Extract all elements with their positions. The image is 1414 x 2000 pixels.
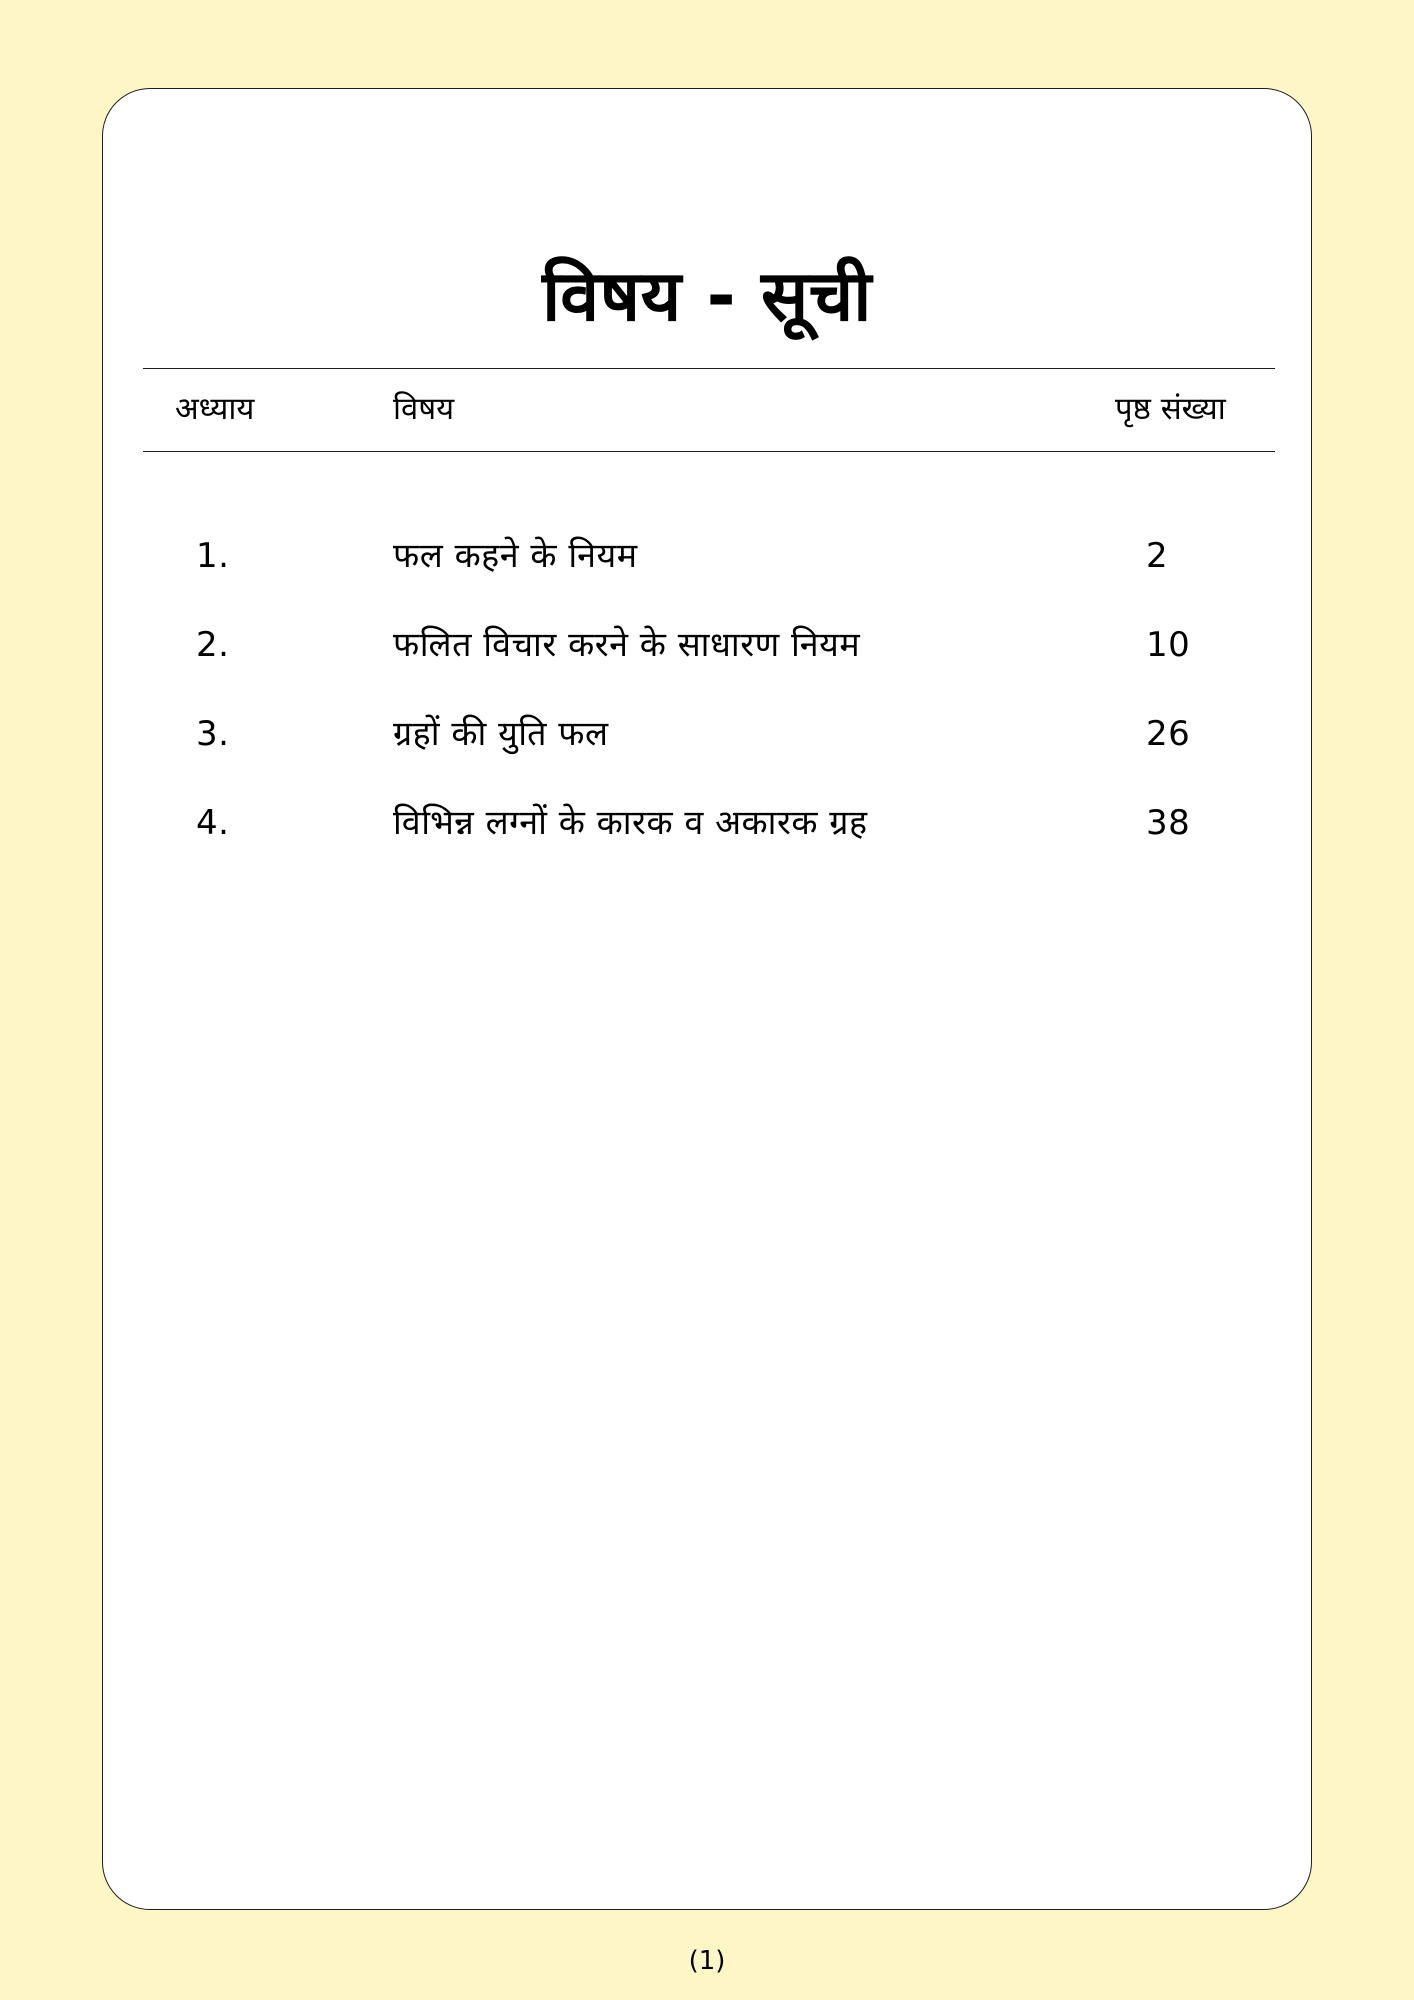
page-title: विषय - सूची <box>542 255 872 337</box>
toc-chapter-number: 2. <box>196 625 230 665</box>
column-header-chapter: अध्याय <box>175 391 255 427</box>
table-top-rule <box>143 368 1275 369</box>
toc-chapter-number: 4. <box>196 803 230 843</box>
toc-subject: ग्रहों की युति फल <box>393 714 609 754</box>
column-header-page: पृष्ठ संख्या <box>1115 391 1226 427</box>
column-header-subject: विषय <box>393 391 455 427</box>
toc-subject: विभिन्न लग्नों के कारक व अकारक ग्रह <box>393 803 868 843</box>
toc-subject: फलित विचार करने के साधारण नियम <box>393 625 861 665</box>
toc-subject: फल कहने के नियम <box>393 536 638 576</box>
table-header-rule <box>143 451 1275 452</box>
page-number: (1) <box>688 1946 726 1976</box>
page-card <box>102 88 1312 1910</box>
toc-row <box>103 615 1311 675</box>
toc-page-number: 2 <box>1146 536 1169 576</box>
toc-row <box>103 704 1311 764</box>
toc-row <box>103 526 1311 586</box>
toc-chapter-number: 3. <box>196 714 230 754</box>
toc-page-number: 10 <box>1146 625 1191 665</box>
toc-page-number: 38 <box>1146 803 1191 843</box>
toc-row <box>103 793 1311 853</box>
toc-page-number: 26 <box>1146 714 1191 754</box>
toc-chapter-number: 1. <box>196 536 230 576</box>
